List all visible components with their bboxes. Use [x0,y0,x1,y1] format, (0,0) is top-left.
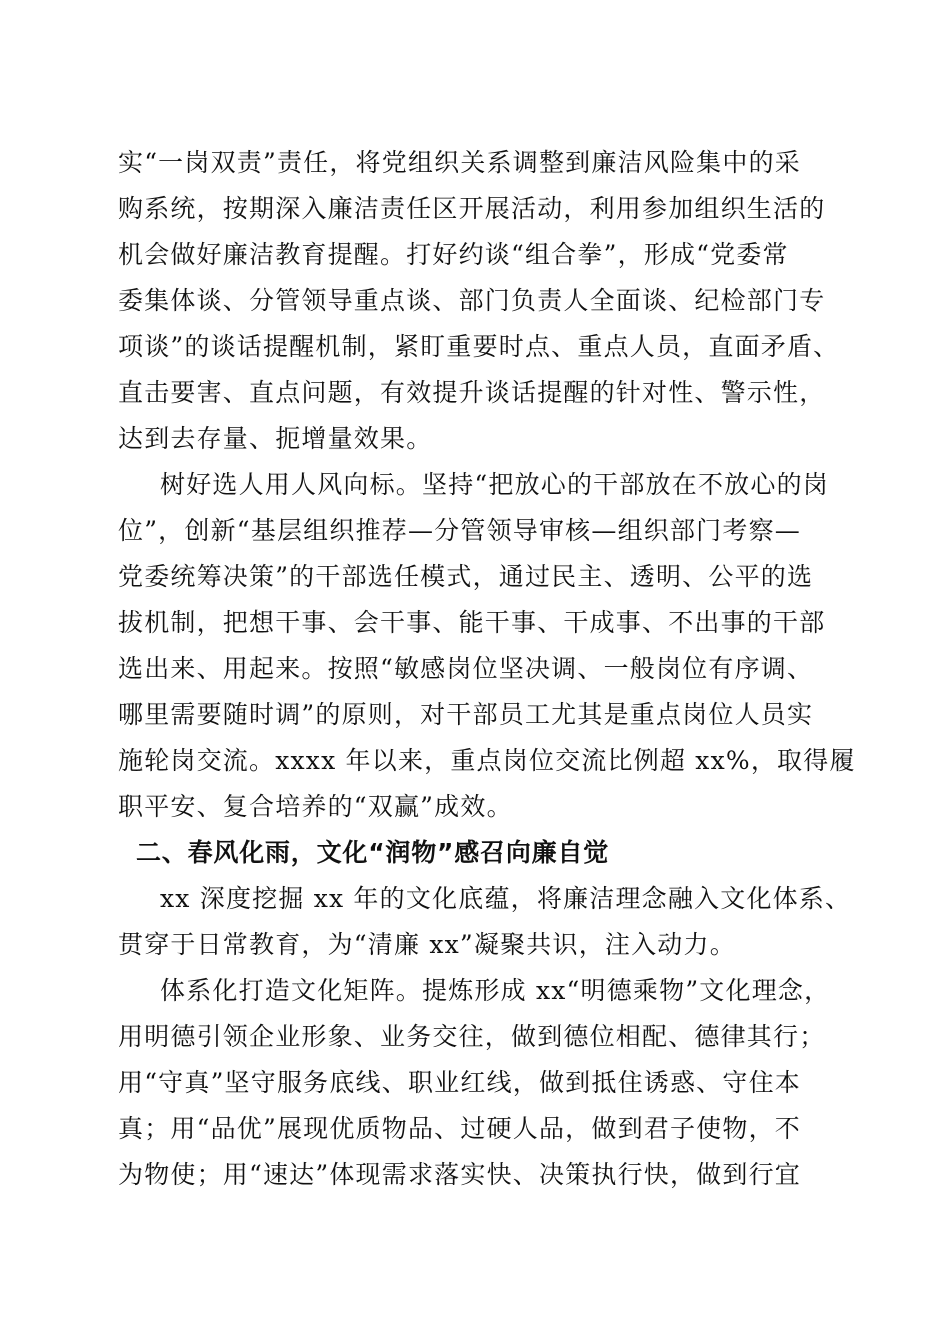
body-text-line: 选出来、用起来。按照“敏感岗位坚决调、一般岗位有序调、 [118,654,814,683]
paragraph-start-line: 体系化打造文化矩阵。提炼形成 xx“明德乘物”文化理念， [160,976,831,1005]
body-text-line: 项谈”的谈话提醒机制，紧盯重要时点、重点人员，直面矛盾、 [118,332,840,361]
body-text-line: 哪里需要随时调”的原则，对干部员工尤其是重点岗位人员实 [118,700,814,729]
body-text-line: 直击要害、直点问题，有效提升谈话提醒的针对性、警示性， [118,378,826,407]
body-text-line: 为物使；用“速达”体现需求落实快、决策执行快，做到行宜 [118,1160,801,1189]
body-text-line: 机会做好廉洁教育提醒。打好约谈“组合拳”，形成“党委常 [118,240,789,269]
paragraph-start-line: xx 深度挖掘 xx 年的文化底蕴，将廉洁理念融入文化体系、 [160,884,852,913]
body-text-line: 党委统筹决策”的干部选任模式，通过民主、透明、公平的选 [118,562,814,591]
body-text-line: 贯穿于日常教育，为“清廉 xx”凝聚共识，注入动力。 [118,930,736,959]
body-text-line: 购系统，按期深入廉洁责任区开展活动，利用参加组织生活的 [118,194,826,223]
body-text-line: 用“守真”坚守服务底线、职业红线，做到抵住诱惑、守住本 [118,1068,801,1097]
body-text-line: 用明德引领企业形象、业务交往，做到德位相配、德律其行； [118,1022,826,1051]
body-text-line: 施轮岗交流。xxxx 年以来，重点岗位交流比例超 xx%，取得履 [118,746,856,775]
body-text-line: 真；用“品优”展现优质物品、过硬人品，做到君子使物，不 [118,1114,801,1143]
body-text-line: 实“一岗双责”责任，将党组织关系调整到廉洁风险集中的采 [118,148,801,177]
paragraph-start-line: 树好选人用人风向标。坚持“把放心的干部放在不放心的岗 [160,470,829,499]
body-text-line: 职平安、复合培养的“双赢”成效。 [118,792,513,821]
body-text-line: 位”，创新“基层组织推荐—分管领导审核—组织部门考察— [118,516,801,545]
section-heading: 二、春风化雨，文化“润物”感召向廉自觉 [136,838,610,867]
body-text-line: 达到去存量、扼增量效果。 [118,424,433,453]
body-text-line: 拔机制，把想干事、会干事、能干事、干成事、不出事的干部 [118,608,826,637]
body-text-line: 委集体谈、分管领导重点谈、部门负责人全面谈、纪检部门专 [118,286,826,315]
